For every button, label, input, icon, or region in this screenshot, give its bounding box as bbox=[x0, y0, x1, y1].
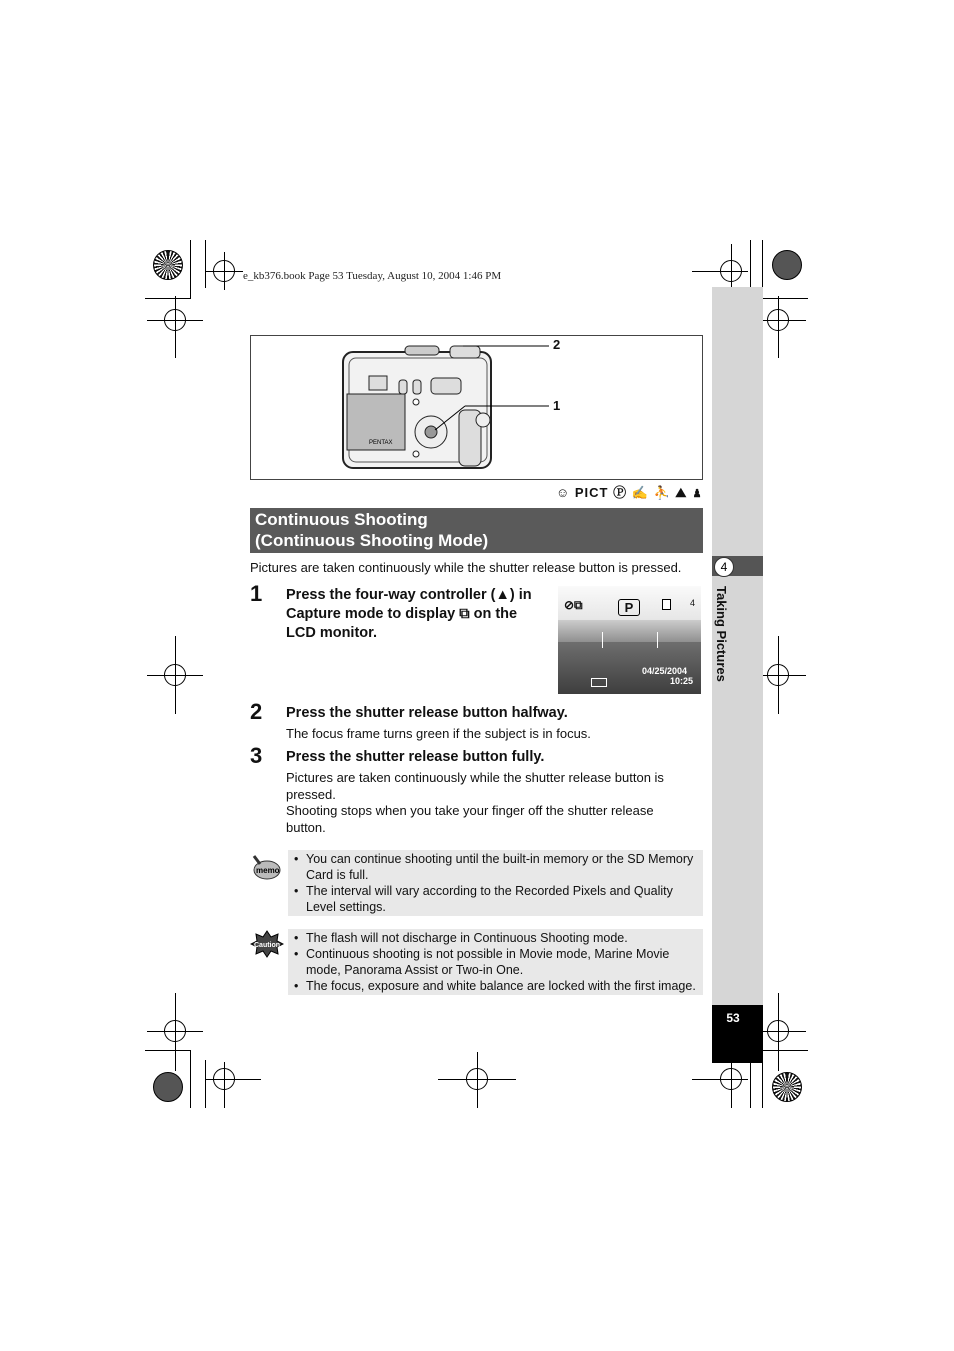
caution-item: • The flash will not discharge in Continuous Shooting mode. bbox=[288, 930, 701, 946]
step-3-title: Press the shutter release button fully. bbox=[286, 749, 545, 765]
focus-frame bbox=[602, 632, 658, 648]
step-2-body: The focus frame turns green if the subject is in focus. bbox=[286, 726, 591, 741]
step-2-number: 2 bbox=[250, 699, 263, 724]
step-2-title: Press the shutter release button halfway. bbox=[286, 705, 568, 721]
callout-1: 1 bbox=[553, 398, 561, 413]
caution-icon bbox=[250, 930, 284, 958]
battery-icon bbox=[591, 678, 607, 687]
memo-box bbox=[288, 850, 703, 916]
chapter-number: 4 bbox=[714, 557, 734, 577]
intro-text: Pictures are taken continuously while the shutter release button is pressed. bbox=[250, 560, 682, 575]
callout-2: 2 bbox=[553, 337, 561, 352]
applicable-modes-icons: ☺ PICT Ⓟ ✍ ⛹ ⛰ ♟ bbox=[556, 485, 704, 500]
caution-item: • The focus, exposure and white balance are locked with the first image. bbox=[288, 978, 701, 994]
memo-item: • The interval will vary according to the Recorded Pixels and Quality Level settings. bbox=[288, 883, 699, 915]
camera-brand: PENTAX bbox=[369, 440, 393, 446]
caution-box bbox=[288, 929, 703, 995]
caution-label: Caution bbox=[254, 942, 281, 949]
caution-item: • Continuous shooting is not possible in Movie mode, Marine Movie mode, Panorama Assist or Two-in One. bbox=[288, 946, 701, 978]
camera-figure bbox=[250, 335, 703, 480]
heading-line-2: (Continuous Shooting Mode) bbox=[255, 531, 489, 550]
section-heading bbox=[250, 508, 703, 553]
flash-off-icon: ⊘⧉ bbox=[564, 598, 583, 612]
page-number: 53 bbox=[726, 1011, 740, 1025]
lcd-time: 10:25 bbox=[670, 676, 694, 686]
memo-label: memo bbox=[256, 866, 280, 875]
memory-icon bbox=[662, 599, 671, 610]
lcd-monitor-image bbox=[558, 586, 701, 694]
memo-item: • You can continue shooting until the built-in memory or the SD Memory Card is full. bbox=[288, 851, 699, 883]
file-info: e_kb376.book Page 53 Tuesday, August 10, 2004 1:46 PM bbox=[243, 270, 502, 282]
lcd-date: 04/25/2004 bbox=[642, 666, 688, 676]
step-1-number: 1 bbox=[250, 581, 263, 606]
step-3-body-2: Shooting stops when you take your finger off the shutter release button. bbox=[286, 803, 654, 835]
step-1-title: Press the four-way controller (▲) in Capture mode to display ⧉ on the LCD monitor. bbox=[286, 587, 532, 641]
camera-illustration bbox=[251, 336, 702, 479]
chapter-title: Taking Pictures bbox=[714, 586, 729, 682]
lcd-mode-icon: P bbox=[618, 599, 640, 616]
heading-line-1: Continuous Shooting bbox=[255, 510, 428, 529]
step-3-body-1: Pictures are taken continuously while the shutter release button is pressed. bbox=[286, 770, 664, 802]
lcd-shot-count: 4 bbox=[690, 598, 696, 608]
step-3-number: 3 bbox=[250, 743, 263, 768]
memo-icon bbox=[250, 852, 282, 882]
